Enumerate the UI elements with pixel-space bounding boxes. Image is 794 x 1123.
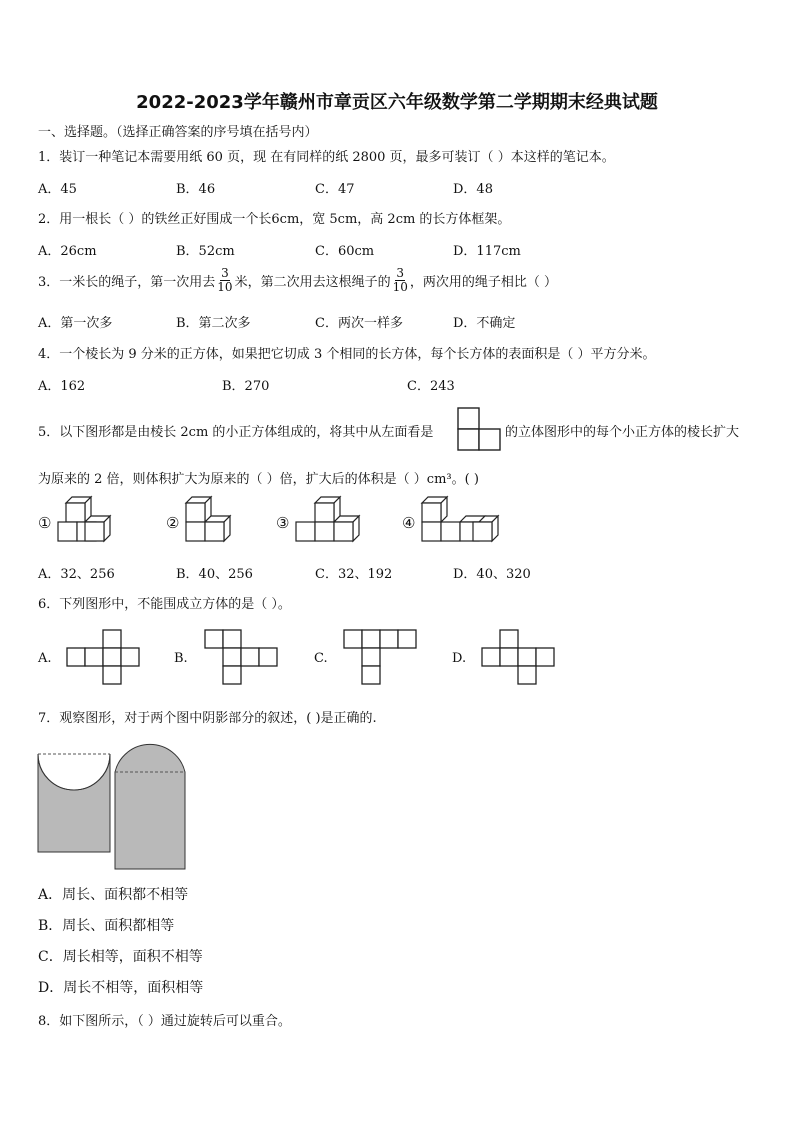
cube-figure-1: [56, 496, 116, 552]
q3-text-2: 米，第二次用去这根绳子的: [234, 275, 391, 290]
q6-label-a[interactable]: A.: [38, 651, 52, 666]
q6-label-c[interactable]: C.: [314, 651, 328, 666]
figure-label-3: ③: [276, 514, 290, 532]
question-2: 2．用一根长（ ）的铁丝正好围成一个长6cm，宽 5cm，高 2cm 的长方体框架。: [38, 212, 511, 227]
cube-figure-4: [420, 496, 504, 552]
q3-option-c[interactable]: C．两次一样多: [315, 316, 403, 331]
q7-option-c[interactable]: C．周长相等，面积不相等: [38, 949, 203, 965]
page-title: 2022-2023学年赣州市章贡区六年级数学第二学期期末经典试题: [136, 92, 658, 113]
q5-option-a[interactable]: A．32、256: [38, 567, 115, 582]
q3-text-1: 3．一米长的绳子，第一次用去: [38, 275, 216, 290]
q7-option-b[interactable]: B．周长、面积都相等: [38, 918, 175, 934]
cube-figure-3: [294, 496, 364, 552]
question-6: 6．下列图形中，不能围成立方体的是（ ）。: [38, 597, 291, 612]
question-5-part1: 5．以下图形都是由棱长 2cm 的小正方体组成的，将其中从左面看是: [38, 425, 434, 440]
q6-label-b[interactable]: B.: [174, 651, 188, 666]
cube-figure-2: [184, 496, 240, 552]
q2-option-c[interactable]: C．60cm: [315, 244, 375, 259]
figure-label-2: ②: [166, 514, 180, 532]
q6-label-d[interactable]: D.: [452, 651, 467, 666]
q1-option-c[interactable]: C．47: [315, 182, 355, 197]
q4-option-c[interactable]: C．243: [407, 379, 455, 394]
q2-option-d[interactable]: D．117cm: [453, 244, 521, 259]
question-1: 1．装订一种笔记本需要用纸 60 页，现 在有同样的纸 2800 页，最多可装订（ ）本这样的笔记本。: [38, 150, 615, 165]
cube-net-a: [66, 629, 142, 687]
question-3: [38, 267, 557, 294]
q3-fraction-2: $\frac{3}{10}$: [392, 266, 408, 294]
figure-label-1: ①: [38, 514, 52, 532]
q5-option-c[interactable]: C．32、192: [315, 567, 393, 582]
cube-net-b: [204, 629, 280, 687]
q3-option-d[interactable]: D．不确定: [453, 316, 516, 331]
q4-option-a[interactable]: A．162: [38, 379, 86, 394]
question-7: 7．观察图形，对于两个图中阴影部分的叙述，( )是正确的.: [38, 711, 377, 726]
q3-option-b[interactable]: B．第二次多: [176, 316, 251, 331]
cube-net-c: [343, 629, 419, 689]
q5-option-d[interactable]: D．40、320: [453, 567, 531, 582]
q3-fraction-1: $\frac{3}{10}$: [217, 266, 233, 294]
q3-option-a[interactable]: A．第一次多: [38, 316, 113, 331]
q1-option-a[interactable]: A．45: [38, 182, 77, 197]
q2-option-a[interactable]: A．26cm: [38, 244, 97, 259]
question-5-line2: 为原来的 2 倍，则体积扩大为原来的（ ）倍，扩大后的体积是（ ）cm³。( ): [38, 472, 479, 487]
figure-label-4: ④: [402, 514, 416, 532]
q1-option-b[interactable]: B．46: [176, 182, 216, 197]
q3-text-3: ，两次用的绳子相比（ ）: [409, 275, 557, 290]
q5-option-b[interactable]: B．40、256: [176, 567, 253, 582]
question-5-part2: 的立体图形中的每个小正方体的棱长扩大: [505, 425, 740, 440]
q7-option-d[interactable]: D．周长不相等，面积相等: [38, 980, 204, 996]
question-4: 4．一个棱长为 9 分米的正方体，如果把它切成 3 个相同的长方体，每个长方体的表面积是（ ）平方分米。: [38, 347, 656, 362]
q2-option-b[interactable]: B．52cm: [176, 244, 235, 259]
shaded-shapes-figure: [36, 736, 192, 872]
q4-option-b[interactable]: B．270: [222, 379, 270, 394]
left-view-icon: [457, 407, 503, 451]
cube-net-d: [481, 629, 557, 687]
section-heading: 一、选择题。（选择正确答案的序号填在括号内）: [38, 125, 318, 140]
q1-option-d[interactable]: D．48: [453, 182, 493, 197]
question-8: 8．如下图所示，（ ）通过旋转后可以重合。: [38, 1014, 291, 1029]
q7-option-a[interactable]: A．周长、面积都不相等: [38, 887, 189, 903]
